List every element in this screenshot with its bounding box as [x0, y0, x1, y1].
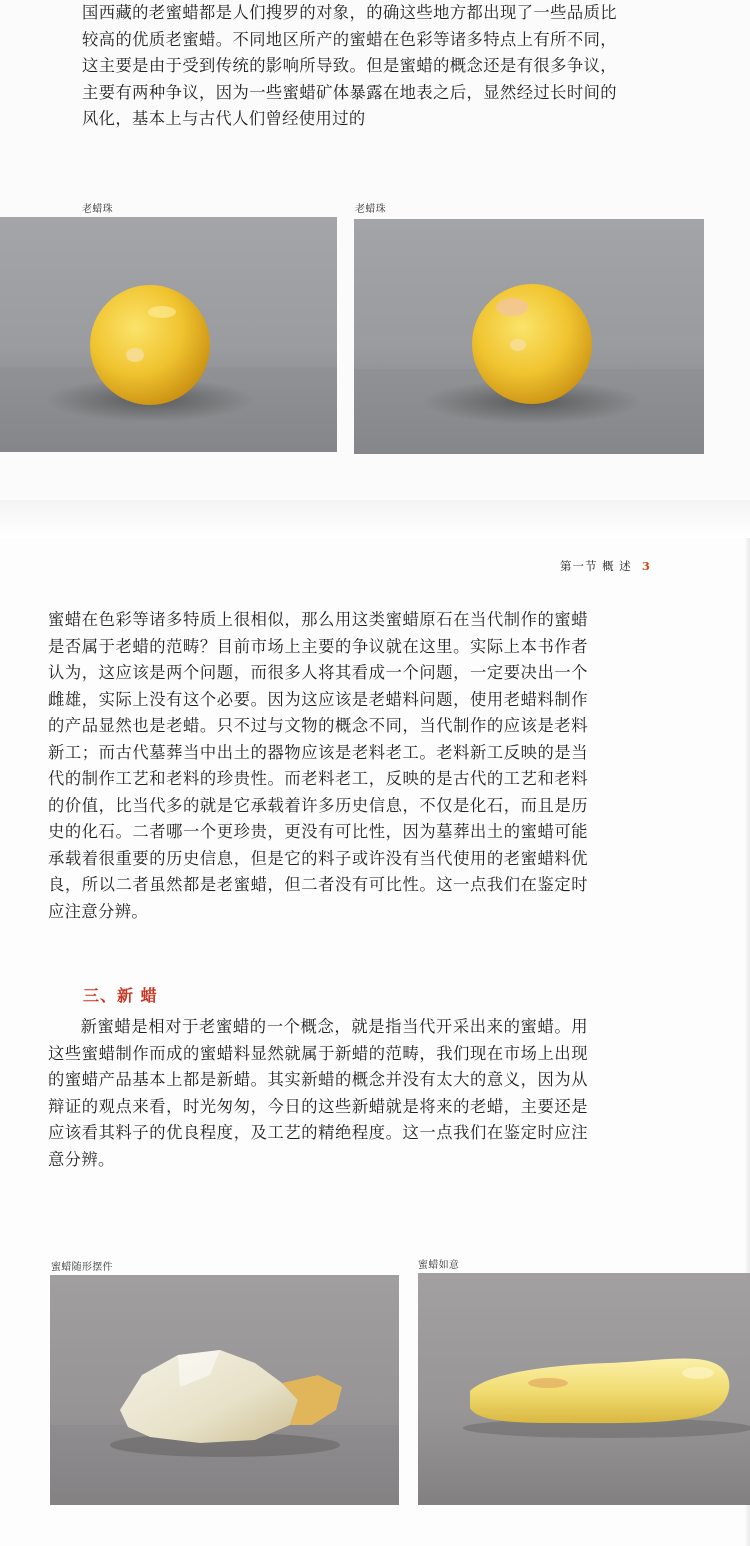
body-paragraph-2: 新蜜蜡是相对于老蜜蜡的一个概念，就是指当代开采出来的蜜蜡。用这些蜜蜡制作而成的蜜蜡料显然就属于新蜡的范畴，我们现在市场上出现的蜜蜡产品基本上都是新蜡。其实新蜡的概念并没有太大的意义，因为从辩证的观点来看，时光匆匆，今日的这些新蜡就是将来的老蜡，主要还是应该看其料子的优良程度，及工艺的精绝程度。这一点我们在鉴定时应注意分辨。 — [48, 1017, 588, 1169]
figure-caption-4: 蜜蜡如意 — [418, 1260, 460, 1271]
photo-amber-ruyi — [418, 1273, 750, 1505]
top-paragraph: 国西藏的老蜜蜡都是人们搜罗的对象，的确这些地方都出现了一些品质比较高的优质老蜜蜡。不同地区所产的蜜蜡在色彩等诸多特点上有所不同，这主要是由于受到传统的影响所导致。但是蜜蜡的概念还是有很多争议，主要有两种争议，因为一些蜜蜡矿体暴露在地表之后，显然经过长时间的风化，基本上与古代人们曾经使用过的 — [82, 3, 617, 128]
page-gap — [0, 500, 750, 538]
photo-amber-freeform-ornament — [50, 1275, 399, 1505]
figure-caption-3: 蜜蜡随形摆件 — [51, 1262, 113, 1273]
figure-caption-2: 老蜡珠 — [355, 204, 386, 215]
page-number: 3 — [641, 559, 651, 573]
section-heading: 三、新 蜡 — [83, 986, 158, 1005]
figure-caption-1: 老蜡珠 — [82, 204, 113, 215]
photo-old-amber-bead-1 — [0, 217, 337, 452]
header-section-title: 第一节 概 述 — [560, 559, 632, 573]
body-paragraph-1: 蜜蜡在色彩等诸多特质上很相似，那么用这类蜜蜡原石在当代制作的蜜蜡是否属于老蜡的范畴？目前市场上主要的争议就在这里。实际上本书作者认为，这应该是两个问题，而很多人将其看成一个问题，一定要决出一个雌雄，实际上没有这个必要。因为这应该是老蜡料问题，使用老蜡料制作的产品显然也是老蜡。只不过与文物的概念不同，当代制作的应该是老料新工；而古代墓葬当中出土的器物应该是老料老工。老料新工反映的是当代的制作工艺和老料的珍贵性。而老料老工，反映的是古代的工艺和老料的价值，比当代多的就是它承载着许多历史信息，不仅是化石，而且是历史的化石。二者哪一个更珍贵，更没有可比性，因为墓葬出土的蜜蜡可能承载着很重要的历史信息，但是它的料子或许没有当代使用的老蜜蜡料优良，所以二者虽然都是老蜜蜡，但二者没有可比性。这一点我们在鉴定时应注意分辨。 — [48, 610, 588, 921]
photo-old-amber-bead-2 — [354, 219, 704, 454]
running-header — [560, 558, 651, 574]
